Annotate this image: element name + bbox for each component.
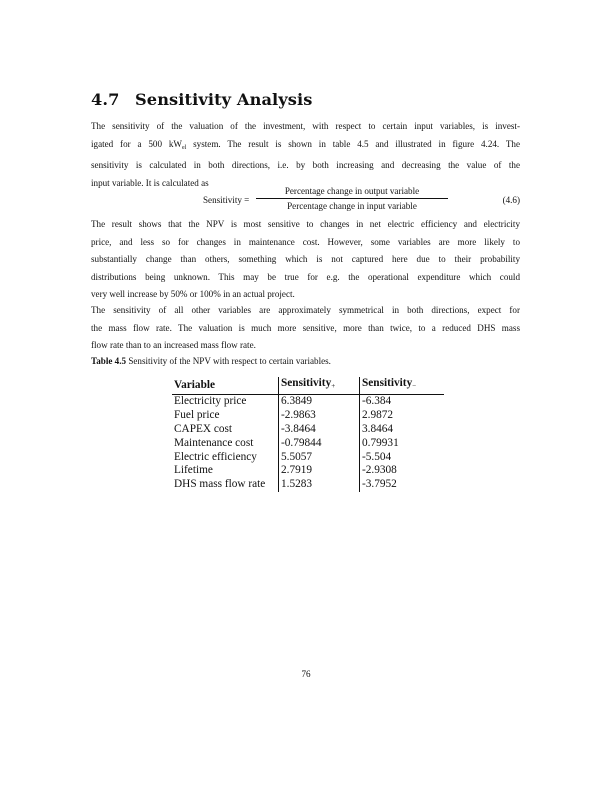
section-title: Sensitivity Analysis (135, 90, 313, 109)
cell-variable: Fuel price (172, 409, 279, 423)
paragraph-line: price, and less so for changes in maintenance cost. However, some variables are more likely to (91, 236, 520, 247)
cell-plus: -3.8464 (279, 423, 360, 437)
cell-minus: -6.384 (362, 394, 392, 407)
table-header-row (172, 377, 444, 394)
cell-plus: 2.7919 (279, 464, 360, 478)
table-row (172, 437, 444, 451)
paragraph-line: The sensitivity of the valuation of the investment, with respect to certain input variables, is invest- (91, 121, 520, 131)
header-variable: Variable (172, 377, 279, 394)
header-text: Sensitivity (362, 377, 413, 389)
cell-variable: Electricity price (172, 394, 279, 408)
sensitivity-table (172, 377, 444, 492)
equation-fraction (256, 186, 448, 211)
table-row (172, 409, 444, 423)
cell-minus: -3.7952 (362, 478, 397, 491)
cell-minus: 0.79931 (362, 436, 399, 449)
cell-minus: 2.9872 (362, 408, 394, 421)
paragraph-line: flow rate than to an increased mass flow rate. (91, 340, 256, 351)
paragraph-line: The result shows that the NPV is most sensitive to changes in net electric efficiency and electricity (91, 219, 520, 229)
table-row (172, 423, 444, 437)
cell-plus: 5.5057 (279, 451, 360, 465)
cell-minus: -2.9308 (362, 464, 397, 477)
paragraph-intro (91, 118, 520, 192)
paragraph-line: the mass flow rate. The valuation is much more sensitive, more than twice, to a reduced DHS mass (91, 322, 520, 333)
equation-number: (4.6) (502, 195, 520, 205)
paragraph-line: very well increase by 50% or 100% in an actual project. (91, 289, 295, 300)
table-caption (91, 356, 331, 366)
paragraph-line: The sensitivity of all other variables are approximately symmetrical in both directions, expect for (91, 305, 520, 315)
subscript: + (331, 382, 336, 390)
section-number: 4.7 (91, 90, 120, 109)
header-text: Sensitivity (281, 377, 332, 389)
table-row (172, 478, 444, 492)
text-run: igated for a 500 kW (91, 138, 182, 149)
table-row (172, 464, 444, 478)
paragraph-line (91, 136, 520, 158)
paragraph-results (91, 216, 520, 304)
paragraph-line: distributions being unknown. This may be true for e.g. the operational expenditure which could (91, 271, 520, 282)
cell-minus: 3.8464 (362, 422, 394, 435)
cell-variable: CAPEX cost (172, 423, 279, 437)
header-sensitivity-minus (360, 377, 445, 394)
table-caption-text: Sensitivity of the NPV with respect to certain variables. (126, 356, 331, 366)
subscript: − (412, 382, 417, 390)
cell-plus: 6.3849 (279, 394, 360, 408)
cell-plus: 1.5283 (279, 478, 360, 492)
cell-variable: Lifetime (172, 464, 279, 478)
paragraph-line: substantially change than others, something which is not captured here due to their probability (91, 254, 520, 265)
table-caption-label: Table 4.5 (91, 356, 127, 366)
cell-variable: Electric efficiency (172, 451, 279, 465)
equation-denominator: Percentage change in input variable (287, 201, 417, 211)
paragraph-symmetry (91, 302, 520, 355)
equation-sensitivity (91, 186, 520, 216)
equation-numerator: Percentage change in output variable (256, 186, 448, 199)
section-heading (91, 90, 312, 109)
table-row (172, 394, 444, 408)
cell-minus: -5.504 (362, 450, 392, 463)
paragraph-line: sensitivity is calculated in both directions, i.e. by both increasing and decreasing the value of the (91, 160, 520, 171)
paragraph-line: input variable. It is calculated as (91, 177, 209, 188)
table-row (172, 451, 444, 465)
equation-lhs: Sensitivity = (203, 195, 250, 205)
cell-plus: -2.9863 (279, 409, 360, 423)
text-run: system. The result is shown in table 4.5 and illustrated in figure 4.24. The (186, 138, 520, 149)
header-sensitivity-plus (279, 377, 360, 394)
cell-variable: DHS mass flow rate (172, 478, 279, 492)
page-number: 76 (301, 669, 311, 679)
cell-variable: Maintenance cost (172, 437, 279, 451)
cell-plus: -0.79844 (279, 437, 360, 451)
subscript: el (181, 144, 187, 151)
